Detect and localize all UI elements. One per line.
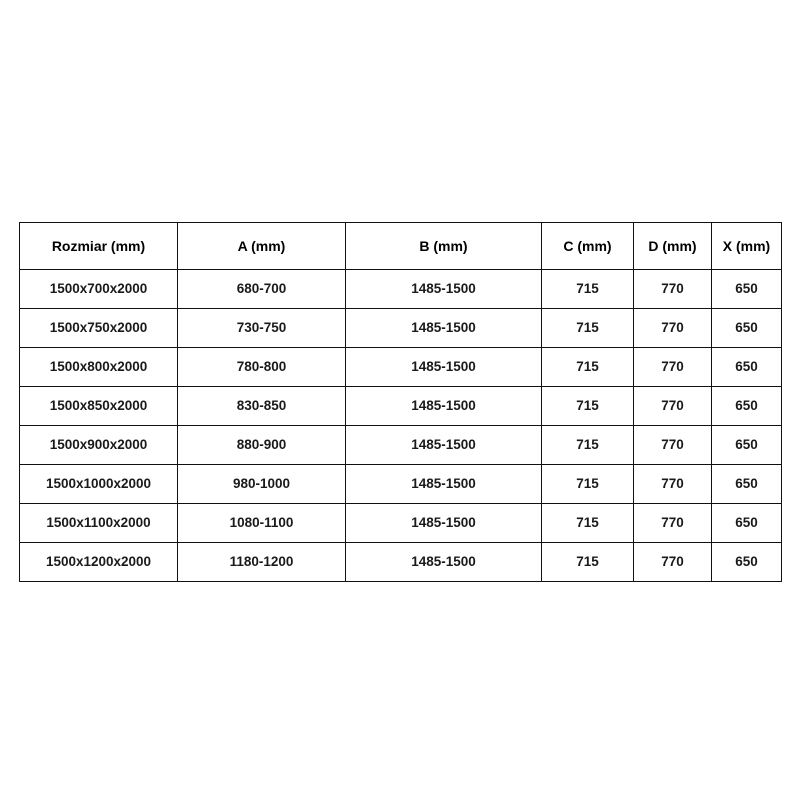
cell-rozmiar: 1500x750x2000 — [20, 309, 178, 348]
table-row — [20, 309, 782, 348]
cell-x: 650 — [712, 426, 782, 465]
table-row — [20, 504, 782, 543]
table-row — [20, 270, 782, 309]
cell-a: 780-800 — [178, 348, 346, 387]
cell-a: 1180-1200 — [178, 543, 346, 582]
cell-rozmiar: 1500x1200x2000 — [20, 543, 178, 582]
size-table-container — [19, 222, 781, 582]
cell-x: 650 — [712, 543, 782, 582]
cell-b: 1485-1500 — [346, 348, 542, 387]
cell-c: 715 — [542, 426, 634, 465]
cell-rozmiar: 1500x850x2000 — [20, 387, 178, 426]
table-row — [20, 348, 782, 387]
column-header-rozmiar: Rozmiar (mm) — [20, 223, 178, 270]
cell-rozmiar: 1500x1000x2000 — [20, 465, 178, 504]
cell-d: 770 — [634, 543, 712, 582]
column-header-b: B (mm) — [346, 223, 542, 270]
cell-a: 880-900 — [178, 426, 346, 465]
cell-d: 770 — [634, 309, 712, 348]
cell-d: 770 — [634, 465, 712, 504]
cell-a: 1080-1100 — [178, 504, 346, 543]
cell-rozmiar: 1500x700x2000 — [20, 270, 178, 309]
cell-x: 650 — [712, 348, 782, 387]
cell-b: 1485-1500 — [346, 465, 542, 504]
cell-a: 680-700 — [178, 270, 346, 309]
cell-x: 650 — [712, 270, 782, 309]
cell-c: 715 — [542, 465, 634, 504]
cell-d: 770 — [634, 270, 712, 309]
cell-rozmiar: 1500x900x2000 — [20, 426, 178, 465]
cell-a: 830-850 — [178, 387, 346, 426]
cell-d: 770 — [634, 504, 712, 543]
table-header-row — [20, 223, 782, 270]
cell-rozmiar: 1500x800x2000 — [20, 348, 178, 387]
cell-x: 650 — [712, 387, 782, 426]
table-row — [20, 543, 782, 582]
column-header-a: A (mm) — [178, 223, 346, 270]
cell-rozmiar: 1500x1100x2000 — [20, 504, 178, 543]
cell-b: 1485-1500 — [346, 543, 542, 582]
column-header-c: C (mm) — [542, 223, 634, 270]
table-row — [20, 465, 782, 504]
column-header-d: D (mm) — [634, 223, 712, 270]
cell-x: 650 — [712, 465, 782, 504]
cell-c: 715 — [542, 504, 634, 543]
cell-c: 715 — [542, 387, 634, 426]
size-table — [19, 222, 782, 582]
cell-c: 715 — [542, 543, 634, 582]
cell-c: 715 — [542, 270, 634, 309]
column-header-x: X (mm) — [712, 223, 782, 270]
cell-d: 770 — [634, 387, 712, 426]
cell-b: 1485-1500 — [346, 270, 542, 309]
cell-c: 715 — [542, 348, 634, 387]
cell-d: 770 — [634, 348, 712, 387]
cell-b: 1485-1500 — [346, 309, 542, 348]
cell-d: 770 — [634, 426, 712, 465]
cell-a: 980-1000 — [178, 465, 346, 504]
cell-b: 1485-1500 — [346, 504, 542, 543]
cell-a: 730-750 — [178, 309, 346, 348]
table-row — [20, 426, 782, 465]
cell-c: 715 — [542, 309, 634, 348]
cell-b: 1485-1500 — [346, 426, 542, 465]
cell-x: 650 — [712, 504, 782, 543]
cell-x: 650 — [712, 309, 782, 348]
table-row — [20, 387, 782, 426]
cell-b: 1485-1500 — [346, 387, 542, 426]
